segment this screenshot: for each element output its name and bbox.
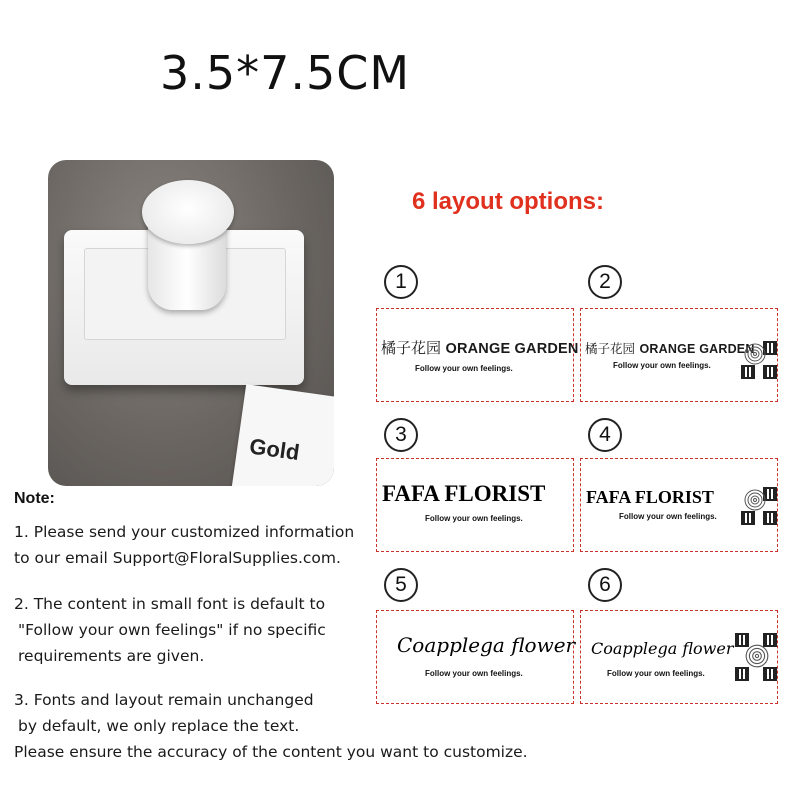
- option-number-5: 5: [384, 568, 418, 602]
- brand-line: [381, 337, 579, 358]
- option-number-2: 2: [588, 265, 622, 299]
- fingerprint-icon: [743, 342, 767, 366]
- brand-en: ORANGE GARDEN: [445, 341, 579, 357]
- size-title: 3.5*7.5CM: [160, 46, 411, 100]
- tagline: Follow your own feelings.: [613, 361, 711, 370]
- layout-option-4[interactable]: [580, 458, 778, 552]
- fingerprint-icon: [743, 488, 767, 512]
- option-number-3: 3: [384, 418, 418, 452]
- brand-cn: 橘子花园: [585, 342, 636, 356]
- fingerprint-icon: [744, 643, 770, 669]
- brand: Coapplega flower: [397, 633, 576, 657]
- paper-card: [231, 384, 334, 486]
- paper-card-text: Gold: [247, 433, 302, 466]
- note-line: 1. Please send your customized information: [14, 523, 355, 541]
- layout-option-1[interactable]: [376, 308, 579, 402]
- note-line: Please ensure the accuracy of the content you want to customize.: [14, 743, 528, 761]
- qr-code-icon: [763, 511, 777, 525]
- qr-code-icon: [741, 511, 755, 525]
- tagline: Follow your own feelings.: [607, 669, 705, 678]
- note-line: 3. Fonts and layout remain unchanged: [14, 691, 314, 709]
- qr-code-icon: [763, 365, 777, 379]
- brand: Coapplega flower: [591, 639, 734, 658]
- note-line: to our email Support@FloralSupplies.com.: [14, 549, 341, 567]
- brand: FAFA FLORIST: [586, 487, 714, 507]
- option-number-4: 4: [588, 418, 622, 452]
- layout-options-title: 6 layout options:: [412, 188, 604, 215]
- brand-line: [585, 339, 755, 358]
- tagline: Follow your own feelings.: [619, 512, 717, 521]
- layout-option-2[interactable]: [580, 308, 778, 402]
- tagline: Follow your own feelings.: [415, 364, 513, 373]
- qr-code-icon: [741, 365, 755, 379]
- brand: FAFA FLORIST: [382, 481, 546, 506]
- layout-option-6[interactable]: [580, 610, 778, 704]
- brand-en: ORANGE GARDEN: [639, 342, 755, 356]
- option-number-1: 1: [384, 265, 418, 299]
- stamp-knob: [142, 180, 234, 244]
- note-line: requirements are given.: [18, 647, 205, 665]
- qr-code-icon: [763, 667, 777, 681]
- product-photo: [48, 160, 334, 486]
- tagline: Follow your own feelings.: [425, 514, 523, 523]
- layout-option-5[interactable]: [376, 610, 574, 704]
- qr-code-icon: [735, 667, 749, 681]
- option-number-6: 6: [588, 568, 622, 602]
- layout-option-3[interactable]: [376, 458, 574, 552]
- note-line: 2. The content in small font is default to: [14, 595, 326, 613]
- note-title: Note:: [14, 490, 55, 507]
- note-line: by default, we only replace the text.: [18, 717, 300, 735]
- brand-cn: 橘子花园: [381, 340, 442, 357]
- note-line: "Follow your own feelings" if no specific: [18, 621, 326, 639]
- tagline: Follow your own feelings.: [425, 669, 523, 678]
